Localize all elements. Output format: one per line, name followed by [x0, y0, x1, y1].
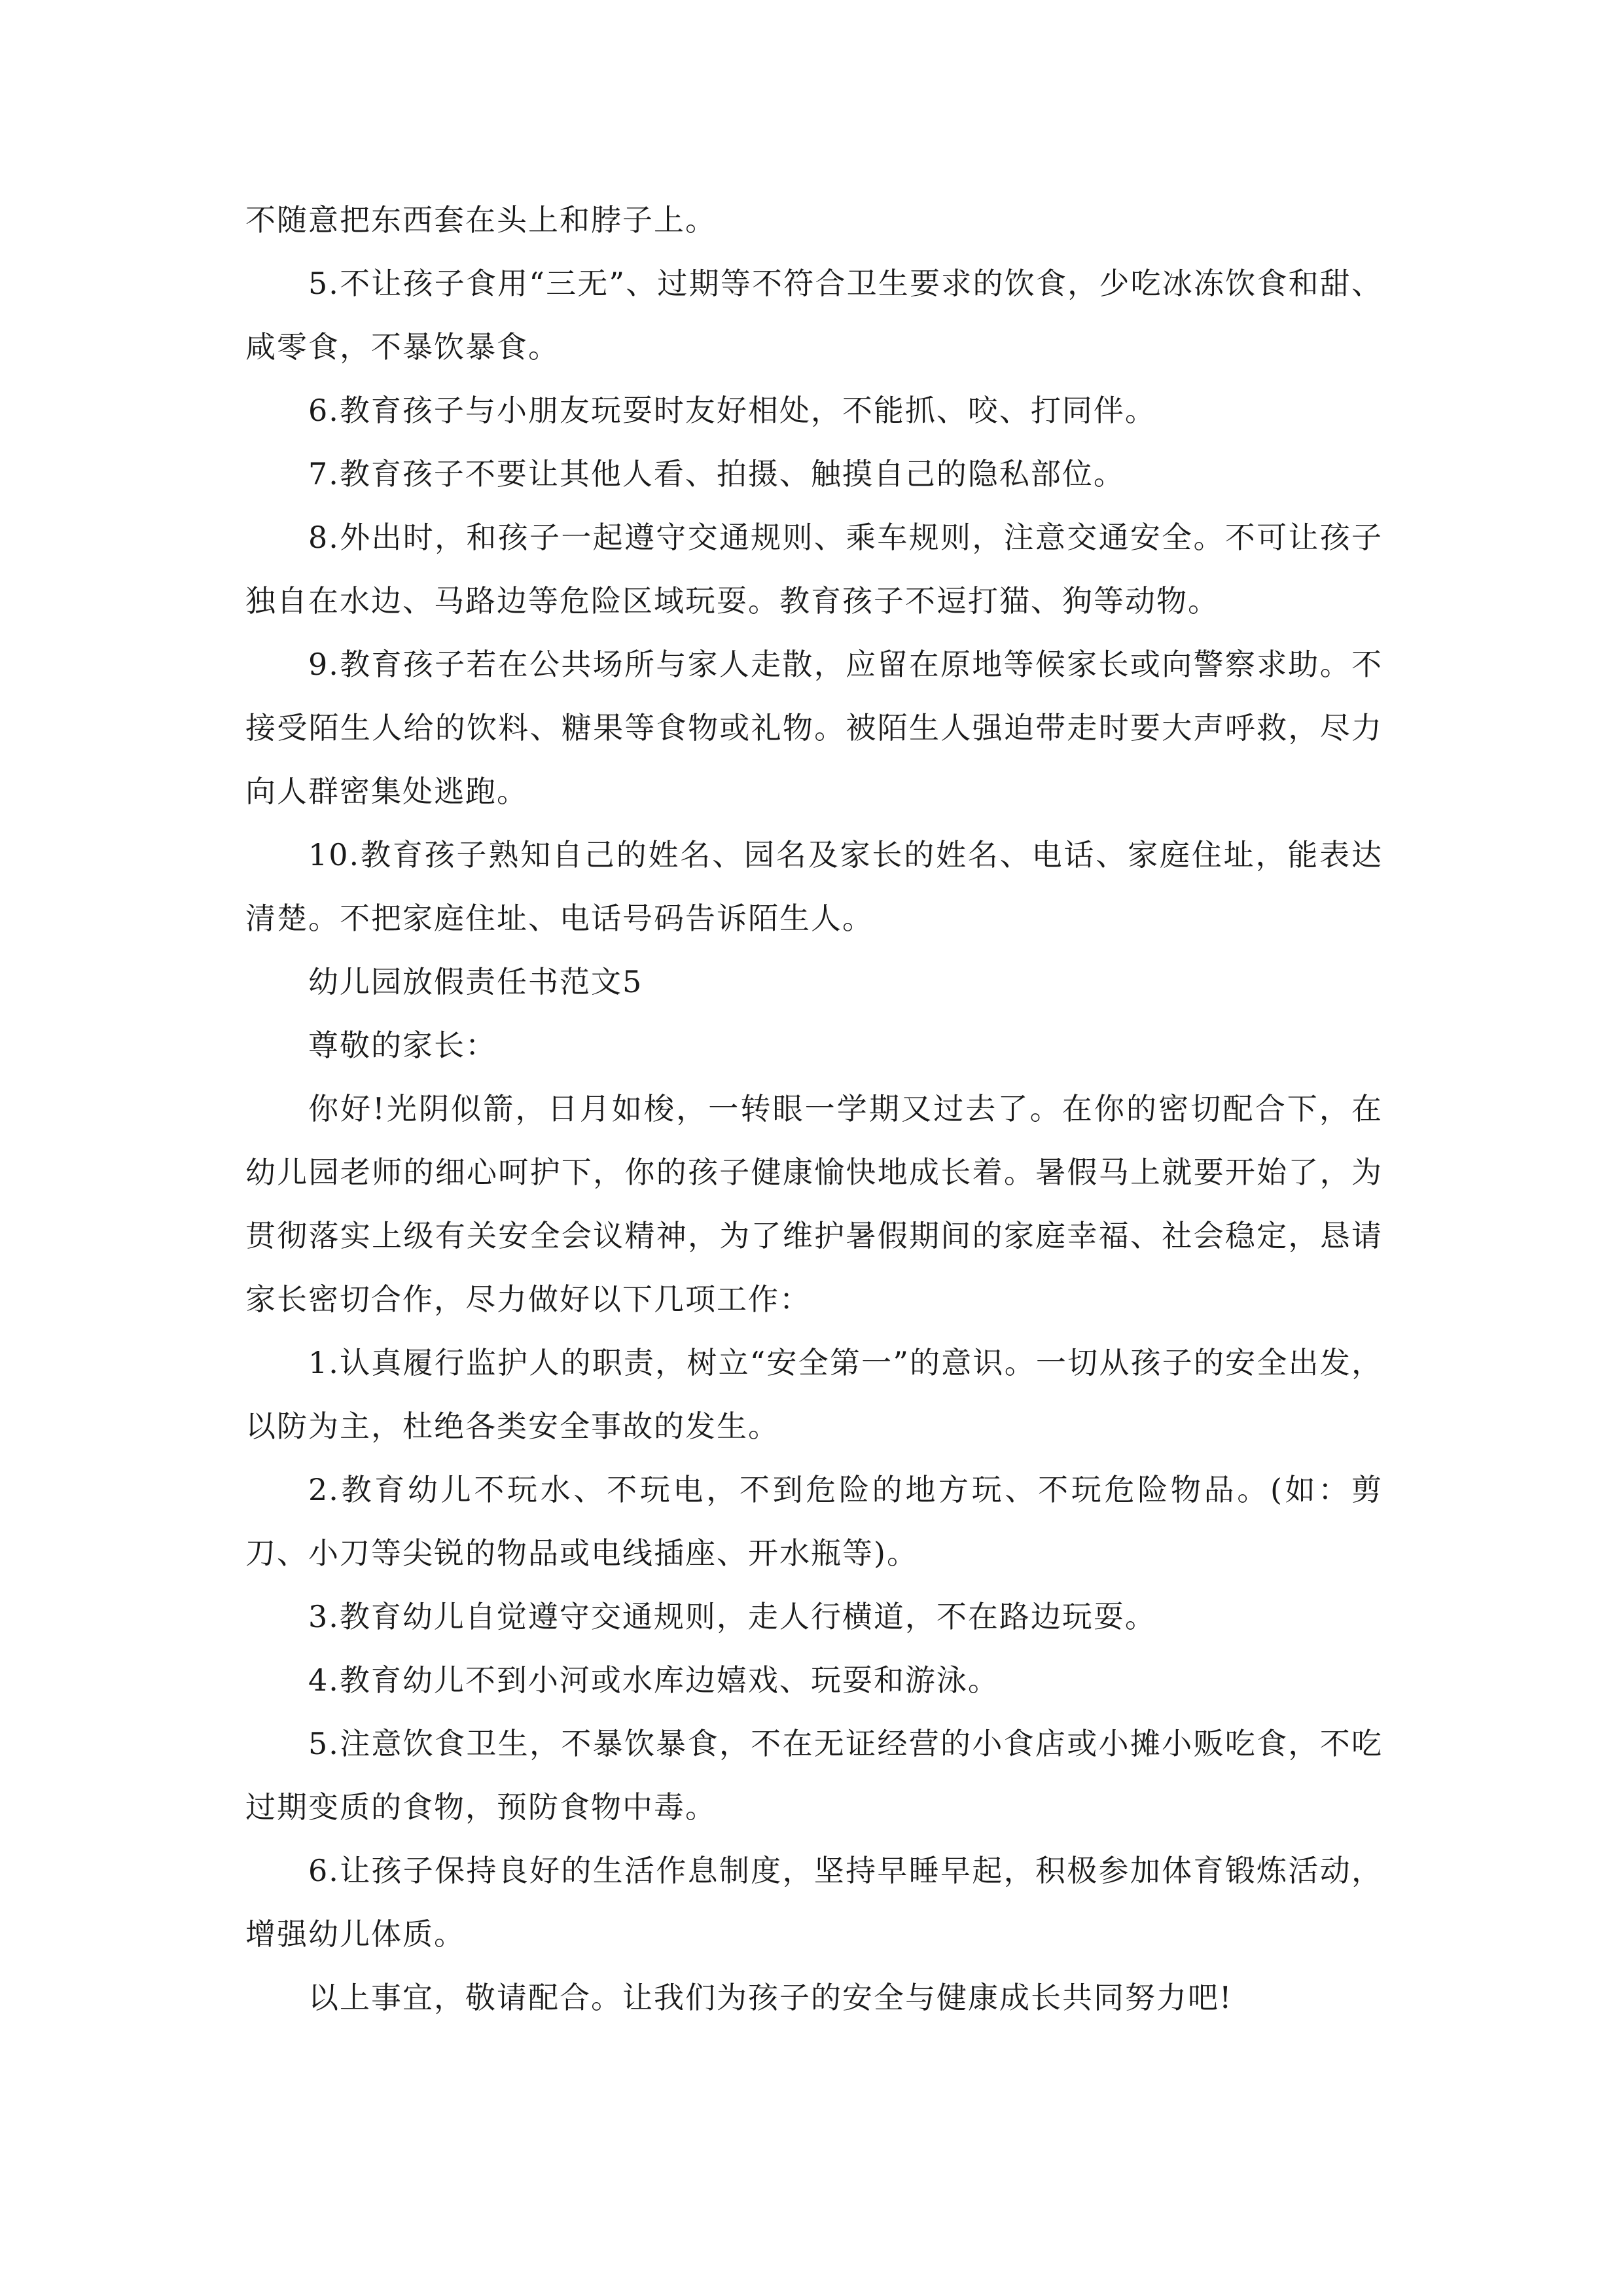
closing-paragraph: 以上事宜，敬请配合。让我们为孩子的安全与健康成长共同努力吧!	[308, 1980, 1233, 2015]
paragraph-task-4: 4.教育幼儿不到小河或水库边嬉戏、玩耍和游泳。	[308, 1662, 999, 1698]
paragraph-item-10: 10.教育孩子熟知自己的姓名、园名及家长的姓名、电话、家庭住址，能表达清楚。不把家庭住址、电话号码告诉陌生人。	[245, 837, 1383, 936]
document-body	[245, 188, 1383, 2030]
paragraph-intro: 你好!光阴似箭，日月如梭，一转眼一学期又过去了。在你的密切配合下，在幼儿园老师的细心呵护下，你的孩子健康愉快地成长着。暑假马上就要开始了，为贯彻落实上级有关安全会议精神，为了维护暑假期间的家庭幸福、社会稳定，恳请家长密切合作，尽力做好以下几项工作：	[245, 1091, 1383, 1317]
paragraph-item-6: 6.教育孩子与小朋友玩耍时友好相处，不能抓、咬、打同伴。	[308, 393, 1156, 428]
paragraph-task-6: 6.让孩子保持良好的生活作息制度，坚持早睡早起，积极参加体育锻炼活动，增强幼儿体质。	[245, 1853, 1383, 1952]
paragraph-item-5: 5.不让孩子食用“三无”、过期等不符合卫生要求的饮食，少吃冰冻饮食和甜、咸零食，不暴饮暴食。	[245, 266, 1383, 365]
salutation: 尊敬的家长：	[308, 1028, 497, 1063]
paragraph-task-2: 2.教育幼儿不玩水、不玩电，不到危险的地方玩、不玩危险物品。(如：剪刀、小刀等尖锐的物品或电线插座、开水瓶等)。	[245, 1472, 1383, 1571]
paragraph-task-3: 3.教育幼儿自觉遵守交通规则，走人行横道，不在路边玩耍。	[308, 1599, 1156, 1634]
paragraph-continuation: 不随意把东西套在头上和脖子上。	[245, 202, 717, 238]
paragraph-item-9: 9.教育孩子若在公共场所与家人走散，应留在原地等候家长或向警察求助。不接受陌生人给的饮料、糖果等食物或礼物。被陌生人强迫带走时要大声呼救，尽力向人群密集处逃跑。	[245, 647, 1383, 809]
paragraph-task-5: 5.注意饮食卫生，不暴饮暴食，不在无证经营的小食店或小摊小贩吃食，不吃过期变质的食物，预防食物中毒。	[245, 1726, 1383, 1825]
paragraph-item-8: 8.外出时，和孩子一起遵守交通规则、乘车规则，注意交通安全。不可让孩子独自在水边、马路边等危险区域玩耍。教育孩子不逗打猫、狗等动物。	[245, 520, 1383, 619]
paragraph-item-7: 7.教育孩子不要让其他人看、拍摄、触摸自己的隐私部位。	[308, 456, 1125, 492]
paragraph-task-1: 1.认真履行监护人的职责，树立“安全第一”的意识。一切从孩子的安全出发，以防为主，杜绝各类安全事故的发生。	[245, 1345, 1383, 1444]
section-title: 幼儿园放假责任书范文5	[308, 964, 643, 999]
